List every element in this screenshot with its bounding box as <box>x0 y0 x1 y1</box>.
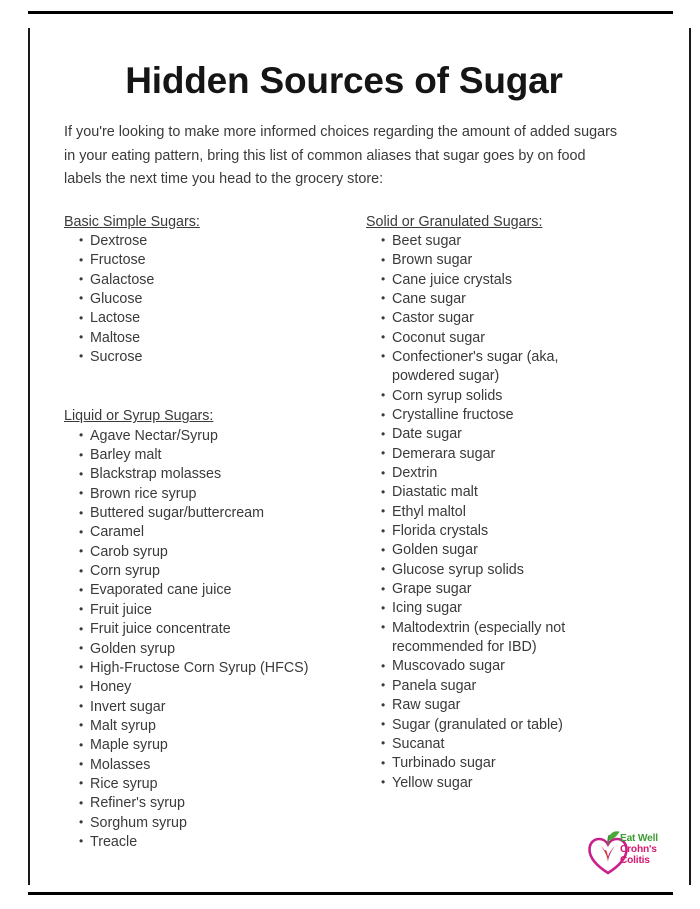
list-item: • Dextrin <box>392 464 624 483</box>
list-item: • Fruit juice concentrate <box>90 620 366 639</box>
list-item: • Caramel <box>90 523 366 542</box>
list-item: • Refiner's syrup <box>90 794 366 813</box>
list-item: • Lactose <box>90 309 366 328</box>
section-heading: Solid or Granulated Sugars: <box>366 213 543 230</box>
logo-wordmark <box>620 833 678 867</box>
list-item: • Icing sugar <box>392 599 624 618</box>
list-item: • Diastatic malt <box>392 483 624 502</box>
list-item: • Buttered sugar/buttercream <box>90 504 366 523</box>
list-item: • Raw sugar <box>392 696 624 715</box>
list-item: • Grape sugar <box>392 580 624 599</box>
list-item: • Invert sugar <box>90 698 366 717</box>
list-item: • Brown rice syrup <box>90 485 366 504</box>
intro-paragraph: If you're looking to make more informed choices regarding the amount of added sugars in your eating pattern, bring this list of common aliases that sugar goes by on food labels the next time you head to the grocery store: <box>64 124 618 187</box>
list-item: • Agave Nectar/Syrup <box>90 427 366 446</box>
list-item: • Malt syrup <box>90 717 366 736</box>
list-item: • Glucose syrup solids <box>392 561 624 580</box>
list-item: • Maltodextrin (especially not recommended for IBD) <box>392 619 624 658</box>
document-content <box>64 58 624 852</box>
list-item: • Florida crystals <box>392 522 624 541</box>
logo-line-1: Eat Well <box>620 833 658 844</box>
list-item: • Maple syrup <box>90 736 366 755</box>
list-item: • Cane juice crystals <box>392 271 624 290</box>
list-item: • Sorghum syrup <box>90 814 366 833</box>
sugar-section <box>64 213 366 368</box>
sugar-list <box>366 232 624 793</box>
list-item: • Ethyl maltol <box>392 503 624 522</box>
list-item: • Demerara sugar <box>392 445 624 464</box>
list-item: • Evaporated cane juice <box>90 581 366 600</box>
list-item: • Treacle <box>90 833 366 852</box>
sugar-list <box>64 427 366 853</box>
list-item: • Panela sugar <box>392 677 624 696</box>
list-item: • Honey <box>90 678 366 697</box>
list-item: • Galactose <box>90 271 366 290</box>
list-item: • Glucose <box>90 290 366 309</box>
list-item: • Coconut sugar <box>392 329 624 348</box>
list-item: • Yellow sugar <box>392 774 624 793</box>
list-item: • Molasses <box>90 756 366 775</box>
section-heading: Liquid or Syrup Sugars: <box>64 408 214 425</box>
list-item: • Maltose <box>90 329 366 348</box>
list-item: • Sucrose <box>90 348 366 367</box>
list-item: • Confectioner's sugar (aka, powdered sugar) <box>392 348 624 387</box>
page-left-border <box>28 28 30 885</box>
list-item: • Sucanat <box>392 735 624 754</box>
logo-line-3: Colitis <box>620 855 650 867</box>
list-columns <box>64 213 624 853</box>
page-bottom-rule <box>28 892 673 895</box>
list-item: • High-Fructose Corn Syrup (HFCS) <box>90 659 366 678</box>
list-item: • Rice syrup <box>90 775 366 794</box>
list-item: • Fructose <box>90 251 366 270</box>
page-top-rule <box>28 11 673 14</box>
list-item: • Brown sugar <box>392 251 624 270</box>
list-item: • Carob syrup <box>90 543 366 562</box>
sugar-section <box>64 407 366 852</box>
logo-line-2: Crohn's <box>620 844 657 856</box>
right-column <box>366 213 624 853</box>
list-item: • Crystalline fructose <box>392 406 624 425</box>
sugar-section <box>366 213 624 793</box>
list-item: • Muscovado sugar <box>392 657 624 676</box>
page-right-border <box>689 28 691 885</box>
list-item: • Fruit juice <box>90 601 366 620</box>
list-item: • Golden sugar <box>392 541 624 560</box>
list-item: • Barley malt <box>90 446 366 465</box>
list-item: • Golden syrup <box>90 640 366 659</box>
list-item: • Sugar (granulated or table) <box>392 716 624 735</box>
list-item: • Cane sugar <box>392 290 624 309</box>
list-item: • Turbinado sugar <box>392 754 624 773</box>
section-heading: Basic Simple Sugars: <box>64 213 200 230</box>
page-title: Hidden Sources of Sugar <box>125 60 563 101</box>
list-item: • Beet sugar <box>392 232 624 251</box>
eat-well-crohns-colitis-logo <box>586 829 676 879</box>
list-item: • Corn syrup <box>90 562 366 581</box>
list-item: • Corn syrup solids <box>392 387 624 406</box>
list-item: • Date sugar <box>392 425 624 444</box>
list-item: • Blackstrap molasses <box>90 465 366 484</box>
list-item: • Dextrose <box>90 232 366 251</box>
list-item: • Castor sugar <box>392 309 624 328</box>
sugar-list <box>64 232 366 367</box>
left-column <box>64 213 366 853</box>
